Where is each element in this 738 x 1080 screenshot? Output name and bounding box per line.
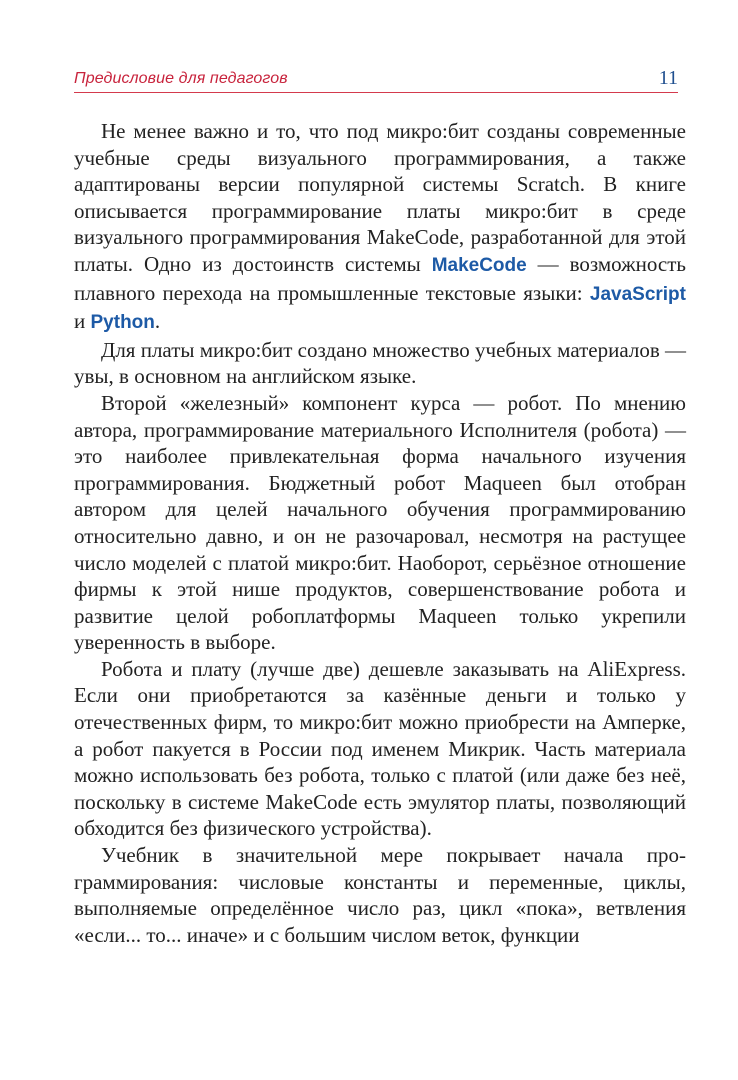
- header-rule: [74, 92, 678, 93]
- body-text: [74, 118, 686, 948]
- paragraph-3: Второй «железный» компонент курса — робот. По мнению автора, программирование материального Исполнителя (робота) — это наиболее привлекательная форма начального изучения программирования. Бюджетный робот Maqueen был отобран автором для целей начального обучения программированию относительно давно, и он не разочаровал, несмотря на растущее число моделей с платой микро:бит. Наоборот, серьёзное отношение фирмы к этой нише продуктов, совершенствование робота и развитие целой робоплатформы Maqueen только укрепили уверенность в выборе.: [74, 390, 686, 655]
- paragraph-1-text-d: .: [154, 309, 161, 334]
- paragraph-5: Учебник в значительной мере покрывает начала программирования: числовые константы и переменные, циклы, выполняемые определённое число раз, цикл «пока», ветвления «если... то... иначе» и с большим числом веток, функции: [74, 843, 686, 947]
- paragraph-1: [74, 118, 686, 337]
- term-python: Python: [90, 312, 155, 334]
- paragraph-4: Робота и плату (лучше две) дешевле заказывать на AliExpress. Если они приобретаются за казённые деньги и только у отечественных фирм, то микро:бит можно приобрести на Амперке, а робот пакуется в России под именем Микрик. Часть материала можно использовать без робота, только с платой (или даже без неё, поскольку в системе MakeCode есть эмулятор платы, позволяющий обходится без физического устройства).: [74, 656, 686, 841]
- running-header-title: Предисловие для педагогов: [74, 70, 288, 87]
- paragraph-1-text-a: Не менее важно и то, что под микро:бит созданы современные учебные среды визуального программирования, а также адаптированы версии популярной системы Scratch. В книге описывается программирование платы микро:бит в среде визуального программирования MakeCode, разработанной для этой платы. Одно из достоинств системы: [74, 119, 686, 276]
- running-header: [74, 58, 678, 88]
- page-number: 11: [658, 67, 678, 89]
- paragraph-2: Для платы микро:бит создано множество учебных материалов — увы, в основном на английском языке.: [74, 337, 686, 389]
- paragraph-1-text-c: и: [74, 309, 91, 334]
- term-javascript: JavaScript: [589, 283, 686, 305]
- term-makecode: MakeCode: [431, 254, 527, 276]
- paragraph-1-text-b: — возможность плавного перехода на промышленные текстовые языки:: [74, 251, 686, 305]
